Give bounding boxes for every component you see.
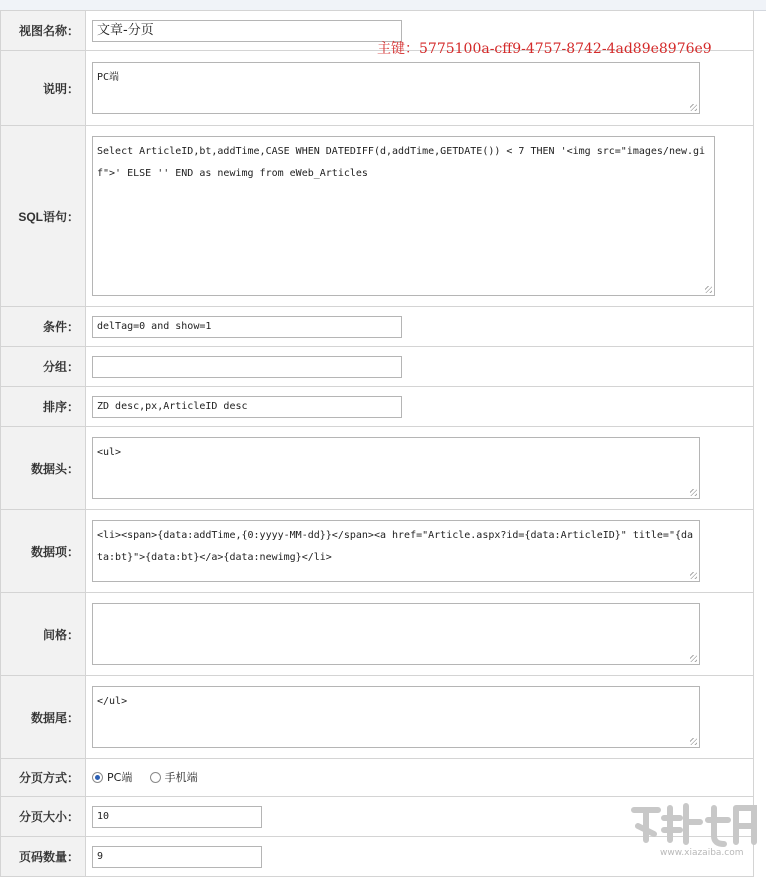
- watermark-text: www.xiazaiba.com: [660, 848, 744, 858]
- data-tail-textarea[interactable]: [92, 686, 700, 748]
- separator-label: 间格：: [1, 593, 86, 676]
- row-separator: [1, 593, 754, 676]
- condition-label: 条件：: [1, 307, 86, 347]
- view-name-input[interactable]: 文章-分页: [92, 20, 402, 42]
- row-group: [1, 347, 754, 387]
- page-count-input[interactable]: 9: [92, 846, 262, 868]
- desc-textarea[interactable]: [92, 62, 700, 114]
- page-size-label: 分页大小：: [1, 797, 86, 837]
- resize-grip-icon[interactable]: [705, 286, 712, 293]
- desc-label: 说明：: [1, 51, 86, 126]
- group-input[interactable]: [92, 356, 402, 378]
- row-paging-mode: [1, 759, 754, 797]
- row-data-item: [1, 510, 754, 593]
- data-head-text: <ul>: [97, 447, 122, 458]
- data-tail-label: 数据尾：: [1, 676, 86, 759]
- page-size-input[interactable]: 10: [92, 806, 262, 828]
- resize-grip-icon[interactable]: [690, 572, 697, 579]
- row-data-tail: [1, 676, 754, 759]
- primary-key-overlay: 主键：5775100a-cff9-4757-8742-4ad89e8976e9: [377, 41, 712, 57]
- radio-selected-icon[interactable]: [92, 772, 103, 783]
- row-data-head: [1, 427, 754, 510]
- sort-input[interactable]: ZD desc,px,ArticleID desc: [92, 396, 402, 418]
- resize-grip-icon[interactable]: [690, 738, 697, 745]
- desc-text: PC端: [97, 72, 120, 83]
- data-item-label: 数据项：: [1, 510, 86, 593]
- data-item-text: <li><span>{data:addTime,{0:yyyy-MM-dd}}</span><a href="Article.aspx?id={data:ArticleID}" title="{data:bt}">{data:bt}</a>{data:newimg}</li>: [97, 530, 694, 563]
- row-condition: [1, 307, 754, 347]
- data-item-textarea[interactable]: [92, 520, 700, 582]
- paging-radio-pc[interactable]: PC端: [92, 769, 132, 785]
- sql-textarea[interactable]: [92, 136, 715, 296]
- sql-text: Select ArticleID,bt,addTime,CASE WHEN DATEDIFF(d,addTime,GETDATE()) < 7 THEN '<img src="images/new.gif">' ELSE '' END as newimg from eWeb_Articles: [97, 146, 706, 179]
- data-tail-text: </ul>: [97, 696, 128, 707]
- separator-textarea[interactable]: [92, 603, 700, 665]
- page-count-label: 页码数量：: [1, 837, 86, 877]
- paging-mode-label: 分页方式：: [1, 759, 86, 797]
- row-desc: [1, 51, 754, 126]
- sort-label: 排序：: [1, 387, 86, 427]
- condition-input[interactable]: delTag=0 and show=1: [92, 316, 402, 338]
- radio-unselected-icon[interactable]: [150, 772, 161, 783]
- resize-grip-icon[interactable]: [690, 489, 697, 496]
- sql-label: SQL语句：: [1, 126, 86, 307]
- resize-grip-icon[interactable]: [690, 104, 697, 111]
- data-head-textarea[interactable]: [92, 437, 700, 499]
- group-label: 分组：: [1, 347, 86, 387]
- view-name-label: 视图名称：: [1, 11, 86, 51]
- paging-radio-mobile[interactable]: 手机端: [150, 769, 198, 785]
- row-sort: [1, 387, 754, 427]
- data-head-label: 数据头：: [1, 427, 86, 510]
- row-sql: [1, 126, 754, 307]
- view-form: [0, 10, 754, 877]
- resize-grip-icon[interactable]: [690, 655, 697, 662]
